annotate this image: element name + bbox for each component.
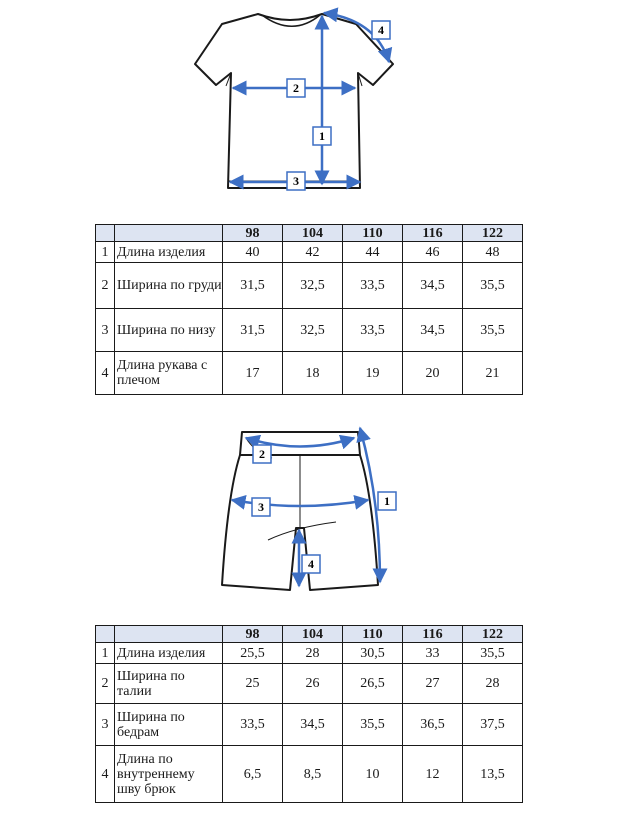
table-cell: 28	[283, 643, 343, 664]
table-cell: 33,5	[343, 309, 403, 352]
table-row	[96, 263, 523, 309]
shorts-marker-1	[378, 492, 396, 510]
row-number: 4	[96, 746, 115, 803]
size-header: 116	[403, 225, 463, 242]
table-cell: 30,5	[343, 643, 403, 664]
table-cell: 12	[403, 746, 463, 803]
table-cell: 37,5	[463, 704, 523, 746]
svg-text:3: 3	[293, 174, 299, 188]
size-header: 104	[283, 626, 343, 643]
table-cell: 33,5	[343, 263, 403, 309]
row-label: Ширина по талии	[115, 664, 223, 704]
svg-text:4: 4	[308, 557, 314, 571]
shorts-marker-2	[253, 445, 271, 463]
size-header: 116	[403, 626, 463, 643]
table-cell: 8,5	[283, 746, 343, 803]
table-cell: 25	[223, 664, 283, 704]
table-row	[96, 643, 523, 664]
table-cell: 40	[223, 242, 283, 263]
tshirt-measure-lines	[230, 13, 389, 184]
table-cell: 27	[403, 664, 463, 704]
table-cell: 35,5	[343, 704, 403, 746]
shorts-marker-4	[302, 555, 320, 573]
shorts-marker-3	[252, 498, 270, 516]
table-cell: 42	[283, 242, 343, 263]
row-label: Длина рукава с плечом	[115, 352, 223, 395]
table-cell: 32,5	[283, 309, 343, 352]
tshirt-marker-4	[372, 21, 390, 39]
row-number: 2	[96, 263, 115, 309]
table-cell: 26	[283, 664, 343, 704]
table-cell: 31,5	[223, 263, 283, 309]
shorts-size-table	[95, 625, 523, 803]
shorts-diagram	[205, 420, 415, 600]
row-number: 3	[96, 704, 115, 746]
table-cell: 31,5	[223, 309, 283, 352]
table-row	[96, 704, 523, 746]
table-cell: 26,5	[343, 664, 403, 704]
table-cell: 25,5	[223, 643, 283, 664]
header-blank-cell	[96, 626, 115, 643]
table-cell: 35,5	[463, 263, 523, 309]
row-label: Длина изделия	[115, 242, 223, 263]
tshirt-marker-1	[313, 127, 331, 145]
row-number: 2	[96, 664, 115, 704]
svg-text:2: 2	[293, 81, 299, 95]
row-label: Длина по внутреннему шву брюк	[115, 746, 223, 803]
table-cell: 35,5	[463, 643, 523, 664]
header-blank-cell	[115, 626, 223, 643]
row-number: 1	[96, 643, 115, 664]
table-cell: 18	[283, 352, 343, 395]
table-row	[96, 664, 523, 704]
row-number: 4	[96, 352, 115, 395]
svg-text:2: 2	[259, 447, 265, 461]
row-label: Длина изделия	[115, 643, 223, 664]
row-label: Ширина по низу	[115, 309, 223, 352]
table-cell: 20	[403, 352, 463, 395]
size-header: 122	[463, 626, 523, 643]
shorts-table-header	[96, 626, 523, 643]
table-row	[96, 352, 523, 395]
table-cell: 33	[403, 643, 463, 664]
tshirt-diagram	[190, 6, 410, 198]
size-header: 110	[343, 626, 403, 643]
table-cell: 19	[343, 352, 403, 395]
table-cell: 13,5	[463, 746, 523, 803]
table-cell: 21	[463, 352, 523, 395]
row-number: 3	[96, 309, 115, 352]
svg-text:3: 3	[258, 500, 264, 514]
table-row	[96, 746, 523, 803]
table-cell: 44	[343, 242, 403, 263]
table-cell: 34,5	[283, 704, 343, 746]
table-cell: 48	[463, 242, 523, 263]
table-row	[96, 309, 523, 352]
size-header: 104	[283, 225, 343, 242]
table-cell: 46	[403, 242, 463, 263]
svg-text:4: 4	[378, 23, 384, 37]
table-cell: 28	[463, 664, 523, 704]
tshirt-table-header	[96, 225, 523, 242]
table-cell: 35,5	[463, 309, 523, 352]
row-label: Ширина по бедрам	[115, 704, 223, 746]
table-cell: 34,5	[403, 263, 463, 309]
tshirt-marker-2	[287, 79, 305, 97]
size-header: 98	[223, 225, 283, 242]
row-number: 1	[96, 242, 115, 263]
table-row	[96, 242, 523, 263]
tshirt-marker-3	[287, 172, 305, 190]
table-cell: 33,5	[223, 704, 283, 746]
tshirt-size-table	[95, 224, 523, 395]
table-cell: 34,5	[403, 309, 463, 352]
header-blank-cell	[96, 225, 115, 242]
row-label: Ширина по груди	[115, 263, 223, 309]
table-cell: 36,5	[403, 704, 463, 746]
svg-text:1: 1	[384, 494, 390, 508]
header-blank-cell	[115, 225, 223, 242]
svg-text:1: 1	[319, 129, 325, 143]
table-cell: 6,5	[223, 746, 283, 803]
tshirt-outline	[195, 14, 393, 188]
table-cell: 32,5	[283, 263, 343, 309]
table-cell: 17	[223, 352, 283, 395]
size-header: 122	[463, 225, 523, 242]
size-header: 110	[343, 225, 403, 242]
table-cell: 10	[343, 746, 403, 803]
size-header: 98	[223, 626, 283, 643]
